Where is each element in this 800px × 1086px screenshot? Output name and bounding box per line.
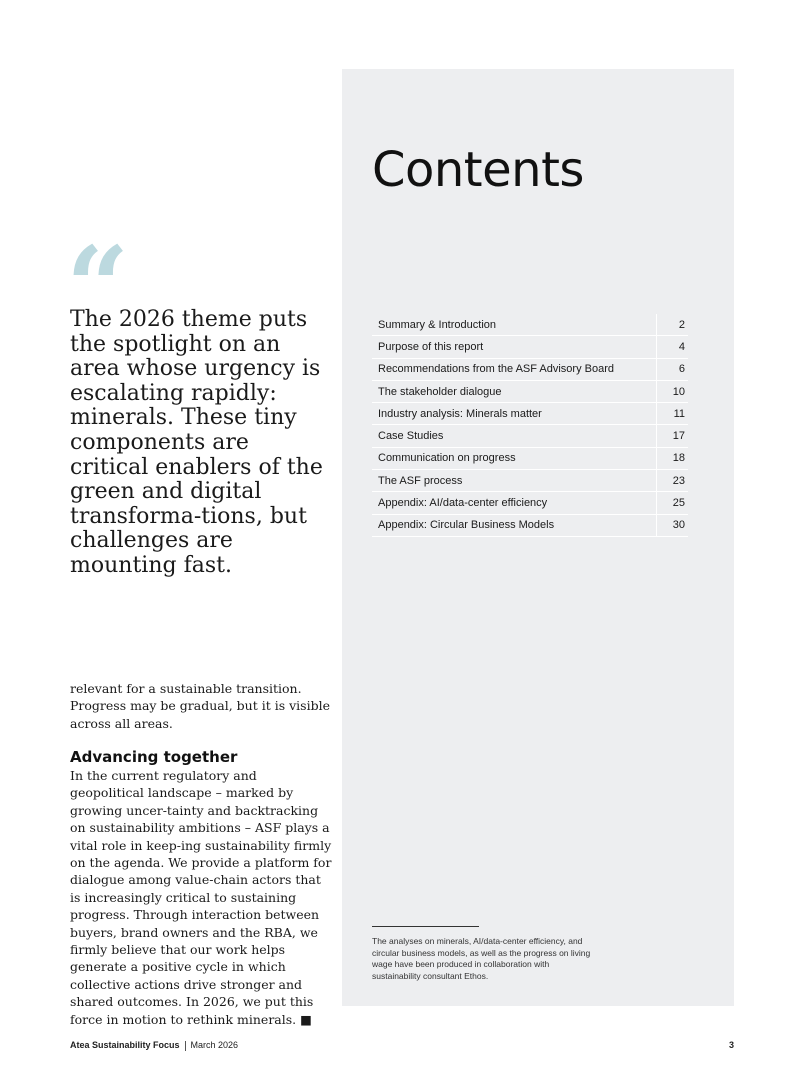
toc-row[interactable] xyxy=(372,447,688,469)
publication-name: Atea Sustainability Focus xyxy=(70,1040,180,1050)
toc-row[interactable] xyxy=(372,358,688,380)
toc-label[interactable]: Industry analysis: Minerals matter xyxy=(372,403,657,425)
toc-page: 4 xyxy=(657,336,689,358)
toc-page: 18 xyxy=(657,447,689,469)
body-paragraph: relevant for a sustainable transition. Progress may be gradual, but it is visible across all areas. xyxy=(70,681,330,731)
toc-page: 10 xyxy=(657,380,689,402)
toc-row[interactable] xyxy=(372,314,688,336)
toc-row[interactable] xyxy=(372,336,688,358)
toc-row[interactable] xyxy=(372,403,688,425)
quote-mark-icon: “ xyxy=(66,222,130,351)
toc-label[interactable]: Appendix: AI/data-center efficiency xyxy=(372,492,657,514)
toc-page: 17 xyxy=(657,425,689,447)
body-paragraph: In the current regulatory and geopolitical landscape – marked by growing uncer-tainty and backtracking on sustainability ambitions – ASF plays a vital role in keep-ing sustainability firmly on the agenda. We provide a platform for dialogue among value-chain actors that is increasingly critical to sustaining progress. Through interaction between buyers, brand owners and the RBA, we firmly believe that our work helps generate a positive cycle in which collective actions drive stronger and shared outcomes. In 2026, we put this force in motion to rethink minerals. ■ xyxy=(70,768,332,1027)
toc-row[interactable] xyxy=(372,470,688,492)
pull-quote: The 2026 theme puts the spotlight on an area whose urgency is escalating rapidly: minerals. These tiny components are critical enablers of the green and digital transforma-tions, but challenges are mounting fast. xyxy=(70,307,323,578)
toc-page: 30 xyxy=(657,514,689,536)
toc-page: 11 xyxy=(657,403,689,425)
toc-label[interactable]: Summary & Introduction xyxy=(372,314,657,336)
toc-label[interactable]: Recommendations from the ASF Advisory Board xyxy=(372,358,657,380)
contents-panel xyxy=(342,69,734,1006)
publication-date: March 2026 xyxy=(190,1040,239,1050)
toc-row[interactable] xyxy=(372,425,688,447)
toc-label[interactable]: The ASF process xyxy=(372,470,657,492)
footer-separator xyxy=(185,1041,186,1051)
toc-row[interactable] xyxy=(372,492,688,514)
toc-label[interactable]: The stakeholder dialogue xyxy=(372,380,657,402)
toc-label[interactable]: Communication on progress xyxy=(372,447,657,469)
page-footer xyxy=(70,1040,734,1051)
toc-label[interactable]: Case Studies xyxy=(372,425,657,447)
toc-page: 6 xyxy=(657,358,689,380)
footnote: The analyses on minerals, AI/data-center efficiency, and circular business models, as well as the progress on living wage have been produced in collaboration with sustainability consultant Ethos. xyxy=(372,936,591,981)
toc-page: 23 xyxy=(657,470,689,492)
toc-label[interactable]: Appendix: Circular Business Models xyxy=(372,514,657,536)
toc-page: 25 xyxy=(657,492,689,514)
toc-label[interactable]: Purpose of this report xyxy=(372,336,657,358)
footnote-divider xyxy=(372,926,479,927)
contents-title: Contents xyxy=(372,142,584,198)
toc-row[interactable] xyxy=(372,514,688,536)
table-of-contents xyxy=(372,314,688,537)
toc-page: 2 xyxy=(657,314,689,336)
toc-row[interactable] xyxy=(372,380,688,402)
section-subheading: Advancing together xyxy=(70,748,238,766)
page-number: 3 xyxy=(728,1040,734,1050)
